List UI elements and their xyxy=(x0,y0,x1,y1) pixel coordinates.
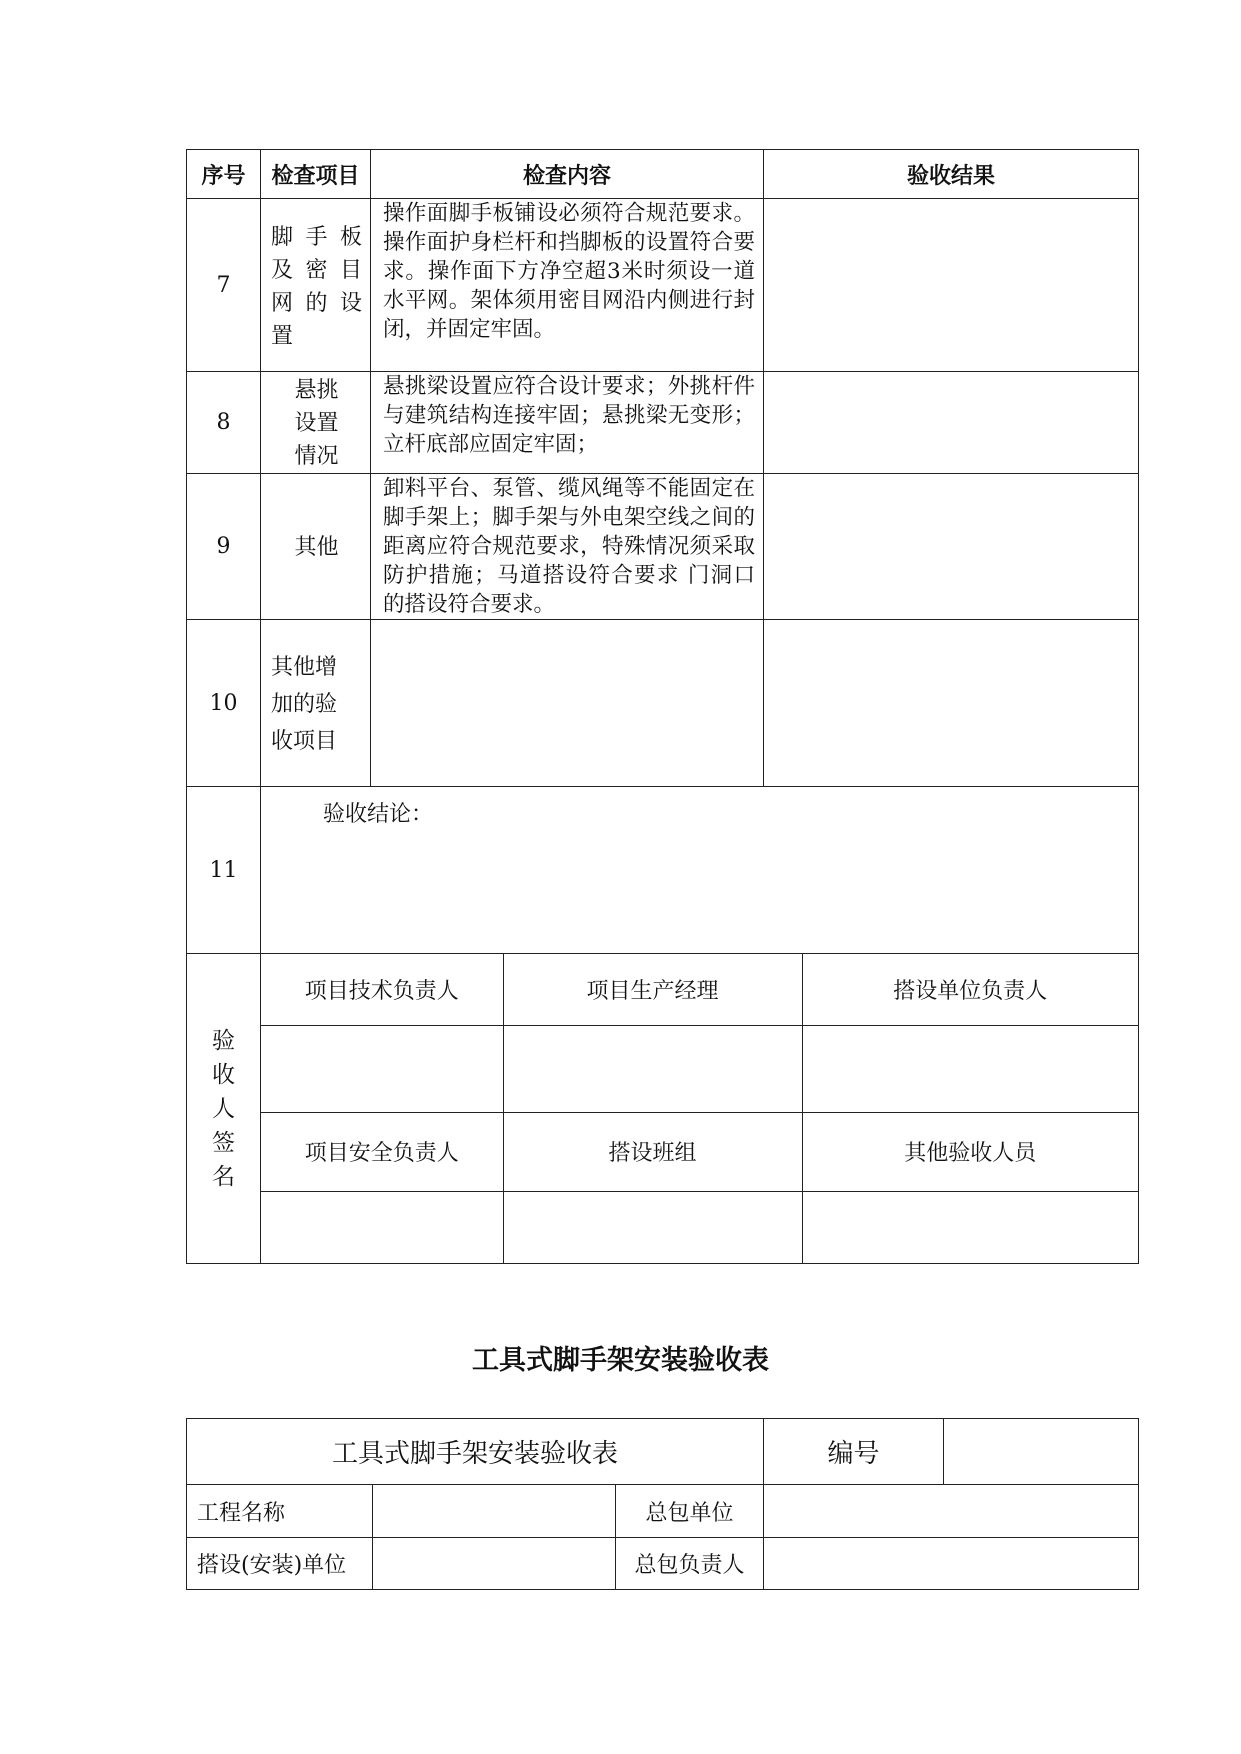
form-row xyxy=(187,1538,1139,1590)
signature-label-char: 签 xyxy=(212,1129,235,1156)
header-result: 验收结果 xyxy=(764,150,1139,199)
row-item-line: 脚手板 xyxy=(271,225,362,250)
form-header-row xyxy=(187,1419,1139,1485)
installation-form-table xyxy=(186,1418,1139,1590)
general-leader-field[interactable] xyxy=(764,1538,1139,1590)
form-row xyxy=(187,1485,1139,1538)
row-number: 7 xyxy=(187,199,261,372)
number-field[interactable] xyxy=(944,1419,1139,1485)
row-number: 8 xyxy=(187,372,261,474)
row-content: 操作面脚手板铺设必须符合规范要求。操作面护身栏杆和挡脚板的设置符合要求。操作面下方净空超3米时须设一道水平网。架体须用密目网沿内侧进行封闭，并固定牢固。 xyxy=(371,199,764,372)
general-leader-label: 总包负责人 xyxy=(616,1538,764,1590)
table-row xyxy=(187,474,1139,620)
table-row xyxy=(187,620,1139,787)
role-label: 搭设单位负责人 xyxy=(802,954,1138,1025)
row-item-line: 其他增 xyxy=(271,654,338,680)
row-item xyxy=(261,620,371,787)
signature-blank-row xyxy=(261,1025,1138,1112)
signature-label-char: 人 xyxy=(212,1095,235,1122)
signature-field[interactable] xyxy=(261,1191,503,1263)
general-contractor-label: 总包单位 xyxy=(616,1485,764,1538)
row-item-line: 及密目 xyxy=(271,258,362,283)
signature-role-row xyxy=(261,954,1138,1025)
signature-blank-row xyxy=(261,1191,1138,1263)
signature-label-char: 名 xyxy=(212,1163,235,1190)
signature-field[interactable] xyxy=(802,1191,1138,1263)
signature-label xyxy=(187,954,261,1264)
general-contractor-field[interactable] xyxy=(764,1485,1139,1538)
signature-field[interactable] xyxy=(802,1025,1138,1112)
signature-grid xyxy=(261,954,1138,1263)
installer-field[interactable] xyxy=(373,1538,616,1590)
conclusion-label: 验收结论： xyxy=(323,802,434,827)
installer-label: 搭设(安装)单位 xyxy=(187,1538,373,1590)
row-item-line: 置 xyxy=(271,324,294,349)
header-item: 检查项目 xyxy=(261,150,371,199)
conclusion-row xyxy=(187,787,1139,954)
role-label: 搭设班组 xyxy=(503,1112,802,1191)
page-title: 工具式脚手架安装验收表 xyxy=(472,1345,769,1376)
row-item-line: 情况 xyxy=(294,444,339,469)
row-item-line: 加的验 xyxy=(271,691,338,717)
row-number: 9 xyxy=(187,474,261,620)
role-label: 项目安全负责人 xyxy=(261,1112,503,1191)
row-item-line: 悬挑 xyxy=(294,378,339,403)
row-item-line: 设置 xyxy=(294,411,339,436)
number-label: 编号 xyxy=(764,1419,944,1485)
header-seq: 序号 xyxy=(187,150,261,199)
signature-field[interactable] xyxy=(503,1191,802,1263)
row-result[interactable] xyxy=(764,372,1139,474)
row-content[interactable] xyxy=(371,620,764,787)
signature-row xyxy=(187,954,1139,1264)
form-name: 工具式脚手架安装验收表 xyxy=(187,1419,764,1485)
row-content: 悬挑梁设置应符合设计要求；外挑杆件与建筑结构连接牢固；悬挑梁无变形；立杆底部应固定牢固； xyxy=(371,372,764,474)
row-number: 10 xyxy=(187,620,261,787)
signature-field[interactable] xyxy=(503,1025,802,1112)
row-item xyxy=(261,372,371,474)
signature-field[interactable] xyxy=(261,1025,503,1112)
role-label: 项目技术负责人 xyxy=(261,954,503,1025)
row-item xyxy=(261,199,371,372)
table-row xyxy=(187,372,1139,474)
project-name-label: 工程名称 xyxy=(187,1485,373,1538)
signature-role-row xyxy=(261,1112,1138,1191)
header-content: 检查内容 xyxy=(371,150,764,199)
table-header-row xyxy=(187,150,1139,199)
signature-label-char: 收 xyxy=(212,1061,235,1088)
row-result[interactable] xyxy=(764,474,1139,620)
project-name-field[interactable] xyxy=(373,1485,616,1538)
row-content: 卸料平台、泵管、缆风绳等不能固定在脚手架上；脚手架与外电架空线之间的距离应符合规范要求，特殊情况须采取防护措施；马道搭设符合要求 门洞口的搭设符合要求。 xyxy=(371,474,764,620)
row-result[interactable] xyxy=(764,199,1139,372)
inspection-table xyxy=(186,149,1139,1264)
conclusion-field[interactable] xyxy=(261,787,1139,954)
row-item-line: 其他 xyxy=(294,535,339,560)
row-number: 11 xyxy=(187,787,261,954)
row-item-line: 收项目 xyxy=(271,728,338,754)
role-label: 项目生产经理 xyxy=(503,954,802,1025)
row-item xyxy=(261,474,371,620)
table-row xyxy=(187,199,1139,372)
signature-grid-cell xyxy=(261,954,1139,1264)
row-result[interactable] xyxy=(764,620,1139,787)
signature-label-char: 验 xyxy=(212,1027,235,1054)
row-item-line: 网的设 xyxy=(271,291,362,316)
role-label: 其他验收人员 xyxy=(802,1112,1138,1191)
